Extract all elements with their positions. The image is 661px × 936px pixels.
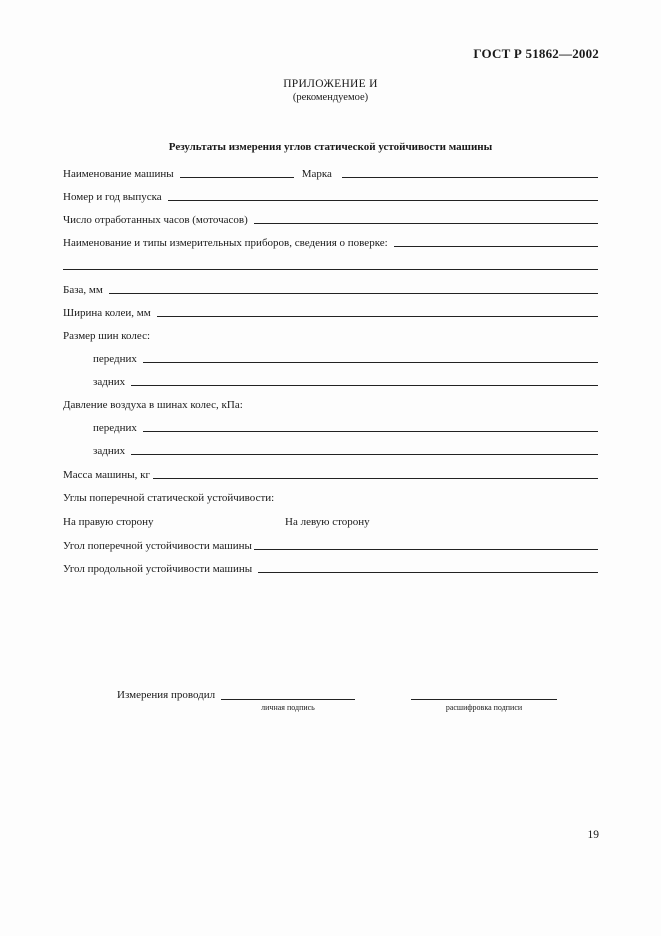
form-row-number-year [63,189,598,203]
mass-field[interactable] [153,478,598,479]
lateral-angle-label: Угол поперечной устойчивости машины [63,540,252,552]
form-row-hours [63,212,598,226]
form-row-machine-name [63,166,598,180]
longitudinal-angle-field[interactable] [258,572,598,573]
page-number: 19 [587,829,599,841]
base-field[interactable] [109,293,598,294]
form-title: Результаты измерения углов статической устойчивости машины [168,141,493,153]
form-row-tire-pressure [63,397,598,411]
personal-signature-field[interactable] [221,699,355,700]
hours-field[interactable] [254,223,598,224]
form-row-tire-pressure-rear [93,443,598,457]
longitudinal-angle-label: Угол продольной устойчивости машины [63,563,253,575]
tire-pressure-front-label: передних [93,422,137,434]
tire-pressure-rear-label: задних [93,445,126,457]
standard-number: ГОСТ Р 51862—2002 [473,46,599,61]
form-row-tire-size-front [93,351,598,365]
brand-field[interactable] [342,177,598,178]
left-side-label: На левую сторону [285,516,370,528]
signature-decoding-caption: расшифровка подписи [445,703,523,712]
form-row-track-width [63,305,598,319]
tire-size-front-field[interactable] [143,362,598,363]
signature-decoding-field[interactable] [411,699,557,700]
base-label: База, мм [63,284,103,296]
form-row-instruments [63,235,598,249]
tire-size-rear-field[interactable] [131,385,598,386]
form-row-lateral-angles [63,490,598,504]
appendix-subtitle: (рекомендуемое) [292,92,369,103]
instruments-field-continued[interactable] [63,269,598,270]
form-row-tire-size [63,328,598,342]
right-side-label: На правую сторону [63,516,154,528]
tire-size-front-label: передних [93,353,137,365]
lateral-angle-field[interactable] [254,549,598,550]
tire-pressure-rear-field[interactable] [131,454,598,455]
form-row-mass [63,467,598,481]
form-row-sides [63,514,598,528]
form-row-tire-size-rear [93,374,598,388]
form-row-tire-pressure-front [93,420,598,434]
machine-name-label: Наименование машины [63,168,174,180]
instruments-label: Наименование и типы измерительных приборов, сведения о поверке: [63,237,388,249]
hours-label: Число отработанных часов (моточасов) [63,214,248,226]
form-row-lateral-angle [63,538,598,552]
instruments-field[interactable] [394,246,598,247]
form-row-instruments-continued [63,258,598,272]
lateral-angles-label: Углы поперечной статической устойчивости: [63,492,275,504]
appendix-title: ПРИЛОЖЕНИЕ И [283,78,378,90]
signature-label: Измерения проводил [117,689,216,701]
personal-signature-caption: личная подпись [261,703,315,712]
form-row-longitudinal-angle [63,561,598,575]
mass-label: Масса машины, кг [63,469,150,481]
tire-pressure-front-field[interactable] [143,431,598,432]
number-year-field[interactable] [168,200,598,201]
form-row-base [63,282,598,296]
tire-pressure-label: Давление воздуха в шинах колес, кПа: [63,399,243,411]
track-width-label: Ширина колеи, мм [63,307,151,319]
number-year-label: Номер и год выпуска [63,191,162,203]
machine-name-field[interactable] [180,177,294,178]
tire-size-rear-label: задних [93,376,126,388]
brand-label: Марка [301,168,332,180]
signature-row [0,689,661,703]
track-width-field[interactable] [157,316,598,317]
tire-size-label: Размер шин колес: [63,330,151,342]
